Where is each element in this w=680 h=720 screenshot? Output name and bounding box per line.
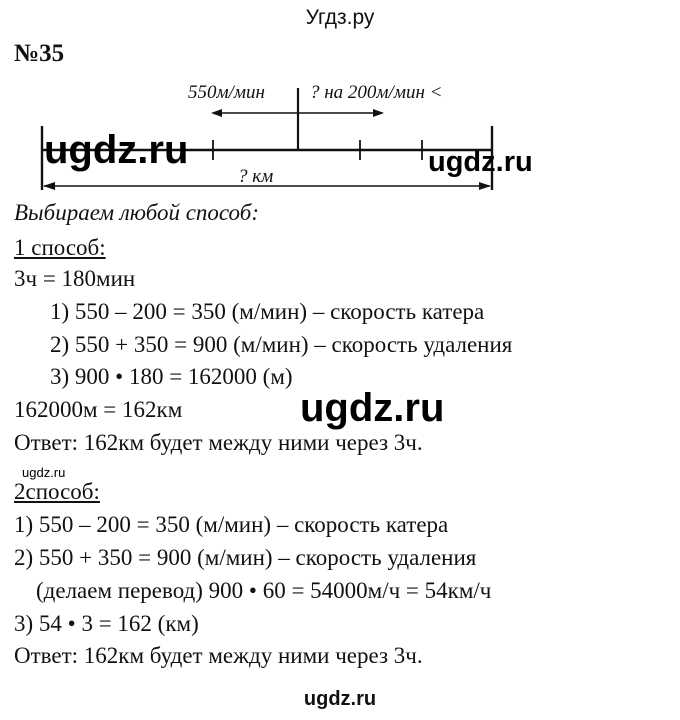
- method2-step-1: 1) 550 – 200 = 350 (м/мин) – скорость катера: [14, 512, 449, 537]
- total-arrowhead-right: [479, 182, 491, 190]
- intro-text: Выбираем любой способ:: [14, 200, 259, 225]
- speed-right-label: ? на 200м/мин <: [310, 82, 443, 103]
- method1-step-1: 1) 550 – 200 = 350 (м/мин) – скорость катера: [50, 299, 485, 324]
- watermark-small: ugdz.ru: [22, 465, 66, 480]
- method2-step-2: 2) 550 + 350 = 900 (м/мин) – скорость удаления: [14, 545, 477, 570]
- problem-number: №35: [14, 40, 65, 67]
- total-arrowhead-left: [43, 182, 55, 190]
- speed-left-label: 550м/мин: [188, 82, 265, 103]
- watermark-center: ugdz.ru: [300, 386, 445, 430]
- method2-step-3: 3) 54 • 3 = 162 (км): [14, 611, 199, 636]
- watermark-diagram-right: ugdz.ru: [428, 146, 533, 178]
- watermark-diagram-left: ugdz.ru: [44, 128, 189, 172]
- method2-answer: Ответ: 162км будет между ними через 3ч.: [14, 643, 423, 668]
- total-distance-label: ? км: [238, 166, 274, 187]
- site-footer: ugdz.ru: [303, 688, 377, 710]
- method1-answer: Ответ: 162км будет между ними через 3ч.: [14, 430, 423, 455]
- site-header: Угдз.ру: [305, 6, 375, 29]
- method2-title: 2способ:: [14, 479, 100, 504]
- speed-left-arrowhead: [211, 109, 222, 117]
- speed-right-arrowhead: [373, 109, 384, 117]
- method1-result: 162000м = 162км: [14, 397, 183, 422]
- method1-title: 1 способ:: [14, 235, 106, 260]
- method2-conversion: (делаем перевод) 900 • 60 = 54000м/ч = 54км/ч: [36, 578, 492, 603]
- method1-conversion: 3ч = 180мин: [14, 266, 136, 291]
- method1-step-3: 3) 900 • 180 = 162000 (м): [50, 364, 293, 389]
- method1-step-2: 2) 550 + 350 = 900 (м/мин) – скорость удаления: [50, 332, 513, 357]
